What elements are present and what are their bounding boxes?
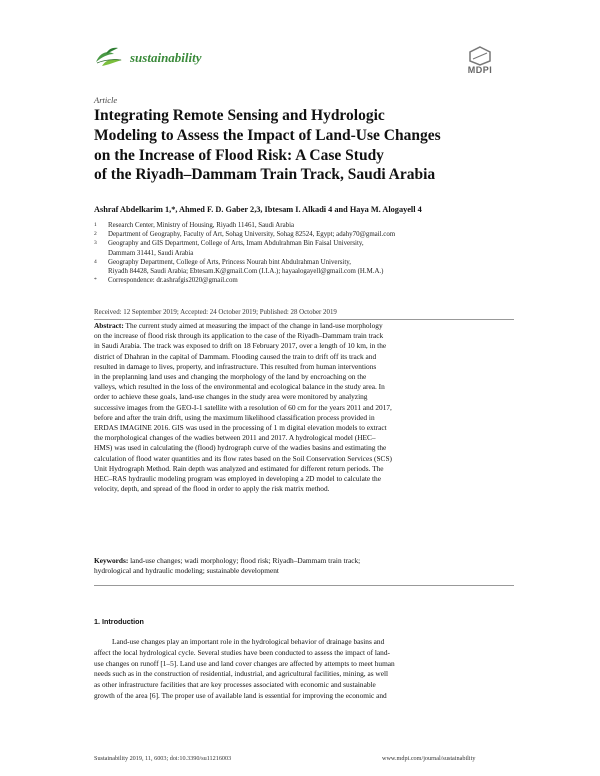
affiliation-text: Riyadh 84428, Saudi Arabia; Ebtesam.K@gmail.Com (I.I.A.); hayaalogayell@gmail.com (H.M.A.) [108, 268, 384, 276]
author-list: Ashraf Abdelkarim 1,*, Ahmed F. D. Gaber 2,3, Ibtesam I. Alkadi 4 and Haya M. Alogayell 4 [94, 205, 422, 214]
abstract-line: Unit Hydrograph Method. Rain depth was analyzed and estimated for different return periods. The [94, 463, 384, 473]
keywords [94, 556, 514, 576]
correspondence-text: Correspondence: dr.ashrafgis2020@gmail.com [108, 277, 238, 285]
body-line: affect the local hydrological cycle. Several studies have been conducted to assess the impact of land- [94, 647, 390, 657]
affiliation-number: 3 [94, 240, 97, 247]
title-line: on the Increase of Flood Risk: A Case Study [94, 146, 384, 164]
abstract-text: The current study aimed at measuring the impact of the change in land-use morphology [123, 321, 383, 330]
affiliation-number: 2 [94, 231, 97, 238]
abstract [94, 321, 514, 494]
body-line: as other infrastructure facilities that are key processes associated with economic and sustainable [94, 680, 376, 690]
abstract-line: ERDAS IMAGINE 2016. GIS was used in the processing of 1 m digital elevation models to extract [94, 423, 387, 433]
title-line: of the Riyadh–Dammam Train Track, Saudi Arabia [94, 166, 436, 184]
affiliation-text: Geography and GIS Department, College of Arts, Imam Abdulrahman Bin Faisal University, [108, 240, 364, 248]
abstract-line: HMS) was used in calculating the (flood) hydrograph curve of the wadies basins and estimating the [94, 443, 387, 453]
abstract-line: valleys, which resulted in the loss of the environmental and ecological balance in the study area. In [94, 382, 385, 392]
affiliation-number: * [94, 277, 97, 284]
journal-logo [94, 46, 202, 70]
affiliation-text: Geography Department, College of Arts, Princess Nourah bint Abdulrahman University, [108, 258, 351, 266]
publication-dates: Received: 12 September 2019; Accepted: 24 October 2019; Published: 28 October 2019 [94, 309, 337, 316]
abstract-line: on the increase of flood risk through its application to the case of the Riyadh–Dammam train track [94, 331, 384, 341]
abstract-line: order to achieve these goals, land-use changes in the study area were monitored by analyzing [94, 392, 368, 402]
article-type: Article [94, 95, 118, 105]
affiliation-number: 1 [94, 222, 97, 228]
keywords-label: Keywords: [94, 556, 129, 565]
abstract-label: Abstract: [94, 321, 124, 330]
affiliation-item [94, 258, 514, 276]
divider [94, 585, 514, 586]
keywords-line [94, 556, 514, 566]
publisher-logo [463, 46, 497, 75]
body-line: use changes on runoff [1–5]. Land use and land cover changes are affected by attempts to meet human [94, 658, 395, 668]
abstract-line: in the preplanning land uses and changing the morphology of the land by encroaching on the [94, 372, 367, 382]
affiliation-item [94, 239, 514, 257]
abstract-line: calculation of flood water quantities and its flow rates based on the Soil Conservation Services (SCS) [94, 453, 392, 463]
title-line: Modeling to Assess the Impact of Land-Use Changes [94, 126, 441, 144]
introduction-body [94, 637, 514, 702]
body-line: needs such as in the construction of residential, industrial, and agricultural facilities, mining, as well [94, 669, 389, 679]
keywords-text: land-use changes; wadi morphology; flood risk; Riyadh–Dammam train track; [128, 556, 361, 565]
footer-citation: Sustainability 2019, 11, 6003; doi:10.3390/su11216003 [94, 755, 232, 762]
affiliations [94, 221, 514, 285]
journal-name: sustainability [130, 50, 202, 65]
abstract-line: before and after the train drift, using the maximum likelihood classification process provided in [94, 412, 375, 422]
keywords-line: hydrological and hydraulic modeling; sustainable development [94, 566, 279, 576]
abstract-line: resulted in damage to lives, property, and infrastructure. This resulted from human interventions [94, 361, 377, 371]
affiliation-text: Department of Geography, Faculty of Art, Sohag University, Sohag 82524, Egypt; adahy70@gmail.com [108, 231, 396, 239]
leaf-logo-icon [94, 46, 124, 70]
divider [94, 319, 514, 320]
abstract-line: in Saudi Arabia. The track was exposed to drift on 18 February 2017, over a length of 10 km, in the [94, 341, 387, 351]
abstract-line [94, 321, 514, 331]
publisher-name: MDPI [467, 65, 493, 75]
affiliation-item [94, 230, 514, 239]
affiliation-number: 4 [94, 258, 97, 265]
title-line: Integrating Remote Sensing and Hydrologic [94, 107, 385, 124]
mdpi-hexagon-icon [463, 46, 497, 66]
abstract-line: district of Dhahran in the capital of Dammam. Flooding caused the train to drift off its track and [94, 351, 377, 361]
section-heading: 1. Introduction [94, 617, 144, 626]
affiliation-item [94, 221, 514, 230]
body-line: Land-use changes play an important role in the hydrological behavior of drainage basins and [112, 637, 385, 646]
affiliation-text: Research Center, Ministry of Housing, Riyadh 11461, Saudi Arabia [108, 222, 295, 229]
affiliation-item [94, 276, 514, 285]
footer-url[interactable]: www.mdpi.com/journal/sustainability [382, 755, 476, 762]
article-title [94, 106, 514, 185]
body-line: growth of the area [6]. The proper use of available land is essential for improving the economic and [94, 690, 387, 700]
abstract-line: velocity, depth, and spread of the flood in order to apply the risk matrix method. [94, 484, 330, 494]
abstract-line: HEC–RAS hydraulic modeling program was employed in developing a 2D model to calculate the [94, 474, 381, 484]
affiliation-text: Dammam 31441, Saudi Arabia [108, 249, 194, 257]
abstract-line: the morphological changes of the wadies between 2011 and 2017. A hydrological model (HEC– [94, 433, 376, 443]
abstract-line: successive images from the GEO-I-1 satellite with a resolution of 60 cm for the years 2011 and 2017, [94, 402, 392, 412]
